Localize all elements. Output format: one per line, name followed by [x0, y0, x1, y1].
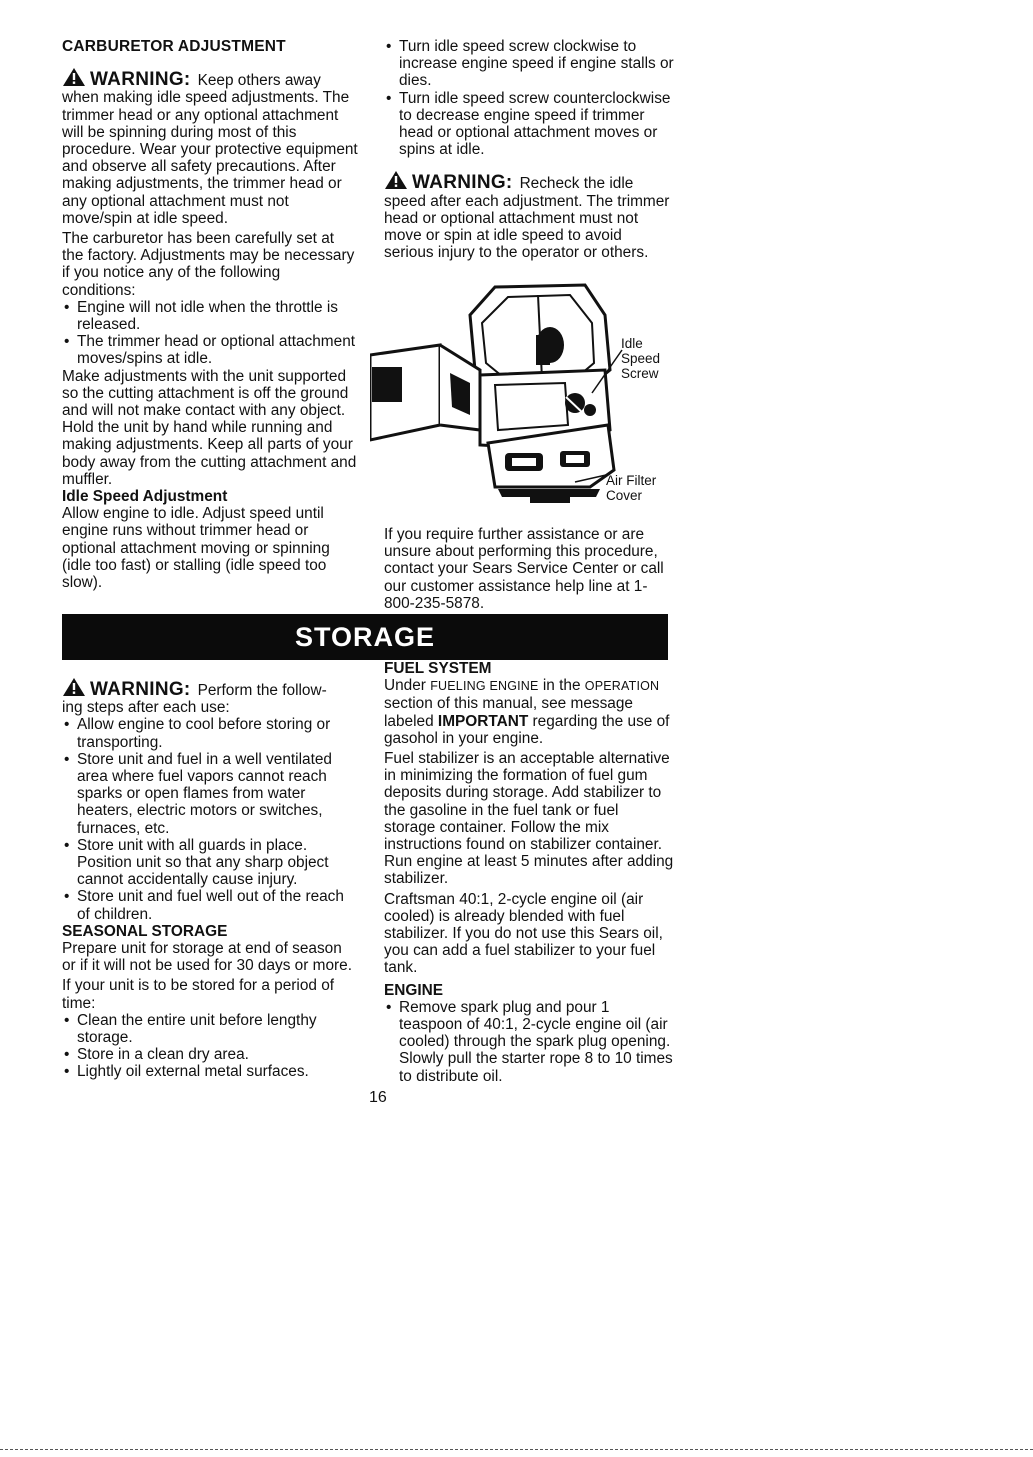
warning-body: speed after each adjustment. The trimmer head or optional attachment must not move or spin at idle speed to avoid serious injury to the operator or others. [384, 192, 670, 262]
list-item: • Store in a clean dry area. [62, 1046, 358, 1063]
carburetor-section [62, 38, 358, 591]
list-item: • Store unit and fuel well out of the reach of children. [62, 888, 358, 922]
list-item: • Clean the entire unit before lengthy storage. [62, 1012, 358, 1046]
list-item: • Turn idle speed screw counterclockwise to decrease engine speed if trimmer head or optional attachment moves or spins at idle. [384, 90, 674, 159]
warning-line [62, 65, 358, 89]
list-item: • Store unit with all guards in place. Position unit so that any sharp object cannot accidentally cause injury. [62, 837, 358, 889]
warning-body: ing steps after each use: [62, 699, 230, 717]
warning-triangle-icon [62, 67, 86, 87]
support-para: Make adjustments with the unit supported so the cutting attachment is off the ground and will not make contact with any object. Hold the unit by hand while running and making adjustments. Keep all parts of your body away from the cutting attachment and muffler. [62, 367, 357, 488]
warning-triangle-icon [384, 170, 408, 190]
fueling-engine-ref: FUELING ENGINE [430, 679, 539, 694]
idle-speed-screw-callout [621, 336, 660, 381]
warning-label: WARNING: [90, 69, 191, 91]
warning-triangle-icon [62, 677, 86, 697]
text-run: Under [384, 677, 431, 695]
callout-line: Speed [621, 351, 661, 366]
warning-line [384, 168, 674, 192]
seasonal-para: Prepare unit for storage at end of season or if it will not be used for 30 days or more. [62, 940, 352, 975]
text-run: regarding the use of gasohol in your engine. [384, 712, 670, 747]
help-para: If you require further assistance or are unsure about performing this procedure, contact your Sears Service Center or call our customer assistance help line at 1-800-235-5878. [384, 526, 664, 612]
list-item: • Turn idle speed screw clockwise to increase engine speed if engine stalls or dies. [384, 38, 674, 90]
warning-label: WARNING: [90, 679, 191, 700]
air-filter-cover-callout [606, 473, 656, 503]
warning-body: when making idle speed adjustments. The trimmer head or any optional attachment will be spinning during most of this procedure. Wear your protective equipment and observe all safety precautions. After making adjustments, the trimmer head or any optional attachment must not move/spin at idle speed. [62, 89, 358, 227]
list-item: • Allow engine to cool before storing or transporting. [62, 716, 358, 750]
carburetor-para: The carburetor has been carefully set at the factory. Adjustments may be necessary if you notice any of the following conditions: [62, 230, 355, 299]
fuel-system-para [384, 677, 674, 747]
list-item: • Store unit and fuel in a well ventilated area where fuel vapors cannot reach sparks or open flames from water heaters, electric motors or switches, furnaces, etc. [62, 751, 358, 837]
bottom-rule [0, 1449, 1033, 1450]
callout-line: Cover [606, 488, 643, 503]
text-run: section of this manual, see message labeled [384, 695, 633, 730]
storage-section [62, 675, 358, 1081]
stabilizer-para: Fuel stabilizer is an acceptable alternative in minimizing the formation of fuel gum deposits during storage. Add stabilizer to the gasoline in the fuel tank or fuel storage container. Follow the mix instructions found on stabilizer container. Run engine at least 5 minutes after adding stabilizer. [384, 750, 674, 888]
help-section [384, 526, 674, 612]
storage-banner: STORAGE [62, 614, 668, 660]
list-item: • Remove spark plug and pour 1 teaspoon of 40:1, 2-cycle engine oil (air cooled) through the spark plug opening. Slowly pull the starter rope 8 to 10 times to distribute oil. [384, 999, 674, 1085]
text-run: in the [538, 677, 585, 695]
seasonal-para: If your unit is to be stored for a period of time: [62, 977, 335, 1012]
important-label: IMPORTANT [437, 712, 529, 730]
fuel-engine-section [384, 660, 674, 1085]
warning-lead: Perform the follow- [197, 682, 327, 699]
idle-speed-para: Allow engine to idle. Adjust speed until engine runs without trimmer head or optional attachment moving or spinning (idle too fast) or stalling (idle speed too slow). [62, 505, 330, 592]
operation-ref: OPERATION [584, 679, 660, 694]
callout-line: Screw [621, 366, 659, 381]
idle-speed-heading: Idle Speed Adjustment [62, 488, 228, 506]
warning-lead: Recheck the idle [519, 175, 634, 193]
warning-label: WARNING: [412, 172, 513, 194]
list-item: • The trimmer head or optional attachment moves/spins at idle. [62, 333, 358, 367]
fuel-system-heading: FUEL SYSTEM [384, 660, 492, 677]
callout-line: Idle [621, 336, 643, 351]
callout-line: Air Filter [606, 473, 657, 488]
list-item: • Engine will not idle when the throttle is released. [62, 299, 358, 333]
idle-adjust-section [384, 38, 674, 261]
carburetor-heading: CARBURETOR ADJUSTMENT [62, 38, 286, 55]
seasonal-storage-heading: SEASONAL STORAGE [62, 922, 228, 940]
list-item: • Lightly oil external metal surfaces. [62, 1063, 358, 1080]
engine-heading: ENGINE [384, 981, 444, 999]
page-number: 16 [369, 1089, 387, 1106]
craftsman-oil-para: Craftsman 40:1, 2-cycle engine oil (air cooled) is already blended with fuel stabilizer. If you do not use this Sears oil, you can add a fuel stabilizer to your fuel tank. [384, 890, 663, 977]
warning-line [62, 675, 358, 699]
warning-lead: Keep others away [197, 72, 321, 90]
